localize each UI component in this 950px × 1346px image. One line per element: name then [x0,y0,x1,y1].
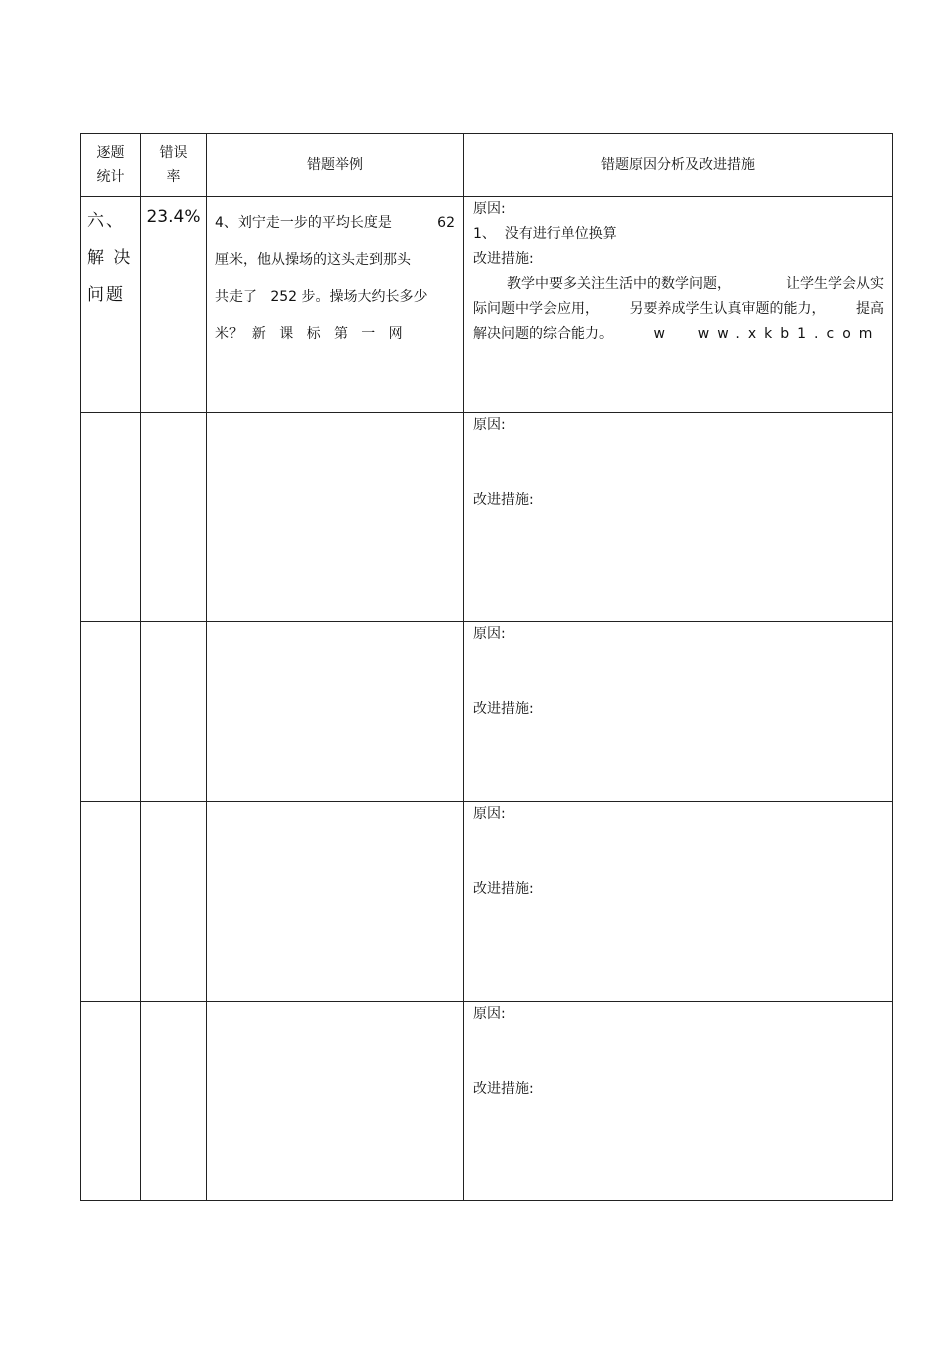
header-label: 统计 [96,169,125,185]
example-text: 4、刘宁走一步的平均长度是 [215,215,392,231]
measure-text: 际问题中学会应用， [473,301,599,317]
header-error-rate [141,134,207,197]
example-line: 厘米，他从操场的这头走到那头 [215,252,411,268]
watermark-text: w ww.xkb1.com [653,326,881,342]
analysis-cell [464,802,893,1002]
header-label: 错误 [159,145,188,161]
reason-label: 原因: [473,806,506,822]
header-label: 率 [166,169,181,185]
measure-label: 改进措施: [473,701,534,717]
example-line [215,205,455,242]
measure-label: 改进措施: [473,251,534,267]
header-row [81,134,893,197]
measure-text-line [473,322,884,347]
table-row [81,802,893,1002]
reason-label: 原因: [473,1006,506,1022]
header-analysis [464,134,893,197]
example-line: 共走了 252 步。操场大约长多少 [215,289,428,305]
measure-text: 解决问题的综合能力。 [473,326,613,342]
example-cell [207,413,464,622]
example-text: 62 [437,215,455,231]
measure-text-line [473,297,884,322]
reason-label: 原因: [473,201,506,217]
analysis-cell [464,1002,893,1201]
header-example [207,134,464,197]
measure-label: 改进措施: [473,492,534,508]
error-rate-cell [141,622,207,802]
category-cell [81,802,141,1002]
category-text: 问题 [87,285,125,305]
error-rate-value: 23.4% [146,207,201,227]
category-cell [81,622,141,802]
category-cell [81,413,141,622]
category-cell [81,197,141,413]
example-cell [207,622,464,802]
category-text: 六、 [87,211,125,231]
measure-text: 教学中要多关注生活中的数学问题， [507,276,731,292]
error-analysis-table [80,133,893,1201]
header-label: 错题原因分析及改进措施 [601,157,755,173]
measure-label: 改进措施: [473,881,534,897]
analysis-cell [464,622,893,802]
header-label: 逐题 [96,145,125,161]
measure-label: 改进措施: [473,1081,534,1097]
category-text: 解 决 [87,248,133,268]
header-label: 错题举例 [307,157,363,173]
reason-label: 原因: [473,417,506,433]
example-line: 米？ 新 课 标 第 一 网 [215,326,403,342]
reason-text: 1、 没有进行单位换算 [473,226,617,242]
table-row [81,1002,893,1201]
error-rate-cell [141,197,207,413]
analysis-cell [464,197,893,413]
example-cell [207,1002,464,1201]
measure-text-line [473,272,884,297]
analysis-cell [464,413,893,622]
measure-text: 另要养成学生认真审题的能力， [629,301,826,317]
table-row [81,413,893,622]
table-row [81,622,893,802]
example-cell [207,802,464,1002]
reason-label: 原因: [473,626,506,642]
measure-text: 让学生学会从实 [786,276,884,292]
table-row [81,197,893,413]
measure-text: 提高 [856,301,884,317]
example-cell [207,197,464,413]
error-rate-cell [141,802,207,1002]
header-item-stats [81,134,141,197]
error-rate-cell [141,413,207,622]
category-cell [81,1002,141,1201]
error-rate-cell [141,1002,207,1201]
